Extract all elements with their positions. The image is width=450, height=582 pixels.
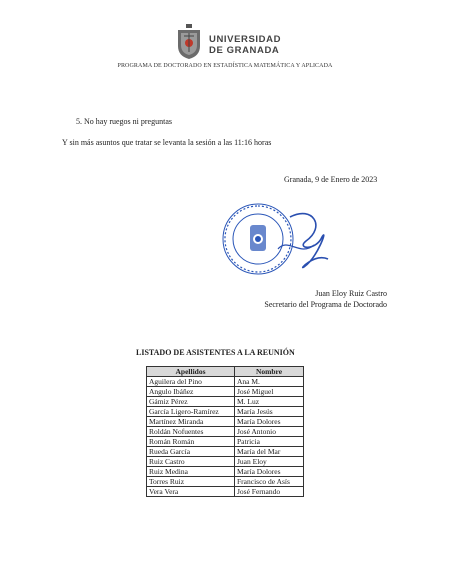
name-cell: Francisco de Asís	[235, 477, 304, 487]
official-stamp-and-signature	[218, 197, 333, 281]
table-row	[147, 377, 304, 387]
table-row	[147, 427, 304, 437]
table-row	[147, 417, 304, 427]
surname-cell: García Ligero-Ramírez	[147, 407, 235, 417]
surname-cell: Roldán Nofuentes	[147, 427, 235, 437]
surname-cell: Angulo Ibáñez	[147, 387, 235, 397]
surname-cell: Vera Vera	[147, 487, 235, 497]
surname-cell: Aguilera del Pino	[147, 377, 235, 387]
name-cell: María Dolores	[235, 467, 304, 477]
surname-cell: Martínez Miranda	[147, 417, 235, 427]
university-logo	[174, 22, 286, 62]
surname-cell: Ruiz Medina	[147, 467, 235, 477]
name-cell: María del Mar	[235, 447, 304, 457]
document-date: Granada, 9 de Enero de 2023	[284, 175, 378, 184]
table-row	[147, 407, 304, 417]
name-cell: María Jesús	[235, 407, 304, 417]
surname-cell: Rueda García	[147, 447, 235, 457]
signer-name: Juan Eloy Ruiz Castro	[315, 289, 387, 298]
name-cell: José Miguel	[235, 387, 304, 397]
table-row	[147, 467, 304, 477]
column-header-name: Nombre	[235, 367, 304, 377]
university-name-line2: DE GRANADA	[209, 45, 280, 56]
attendance-title: LISTADO DE ASISTENTES A LA REUNIÓN	[136, 348, 295, 357]
surname-cell: Gámiz Pérez	[147, 397, 235, 407]
table-header-row	[147, 367, 304, 377]
surname-cell: Ruiz Castro	[147, 457, 235, 467]
table-row	[147, 397, 304, 407]
name-cell: José Antonio	[235, 427, 304, 437]
table-row	[147, 457, 304, 467]
program-header: PROGRAMA DE DOCTORADO EN ESTADÍSTICA MATEMÁTICA Y APLICADA	[117, 63, 333, 69]
surname-cell: Román Román	[147, 437, 235, 447]
table-row	[147, 477, 304, 487]
name-cell: M. Luz	[235, 397, 304, 407]
signer-role: Secretario del Programa de Doctorado	[264, 300, 387, 309]
table-row	[147, 387, 304, 397]
table-row	[147, 487, 304, 497]
name-cell: Patricia	[235, 437, 304, 447]
closing-sentence: Y sin más asuntos que tratar se levanta la sesión a las 11:16 horas	[62, 138, 272, 147]
surname-cell: Torres Ruiz	[147, 477, 235, 487]
name-cell: María Dolores	[235, 417, 304, 427]
column-header-surnames: Apellidos	[147, 367, 235, 377]
university-crest-icon	[174, 22, 204, 60]
name-cell: Ana M.	[235, 377, 304, 387]
table-row	[147, 437, 304, 447]
name-cell: Juan Eloy	[235, 457, 304, 467]
table-row	[147, 447, 304, 457]
attendance-table	[146, 366, 304, 497]
university-name-line1: UNIVERSIDAD	[209, 34, 282, 45]
name-cell: José Fernando	[235, 487, 304, 497]
agenda-item-5: 5. No hay ruegos ni preguntas	[76, 117, 172, 126]
